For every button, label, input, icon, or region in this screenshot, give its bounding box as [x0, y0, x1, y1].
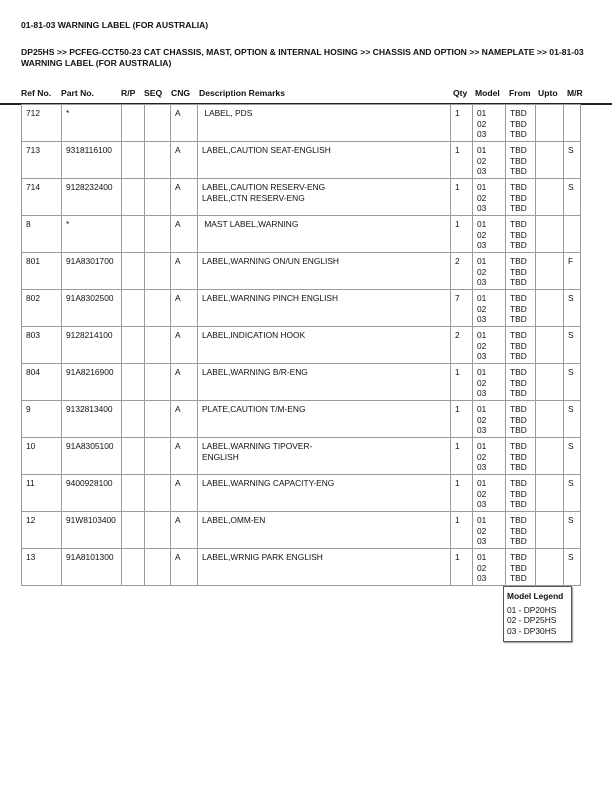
cell-part: 9128214100 — [62, 327, 122, 364]
cell-qty: 1 — [451, 549, 473, 586]
cell-qty: 1 — [451, 512, 473, 549]
cell-rp — [122, 105, 145, 142]
cell-seq — [145, 105, 171, 142]
cell-desc: LABEL,CAUTION RESERV-ENG LABEL,CTN RESERV-ENG — [198, 179, 451, 216]
cell-cng: A — [171, 290, 198, 327]
cell-rp — [122, 401, 145, 438]
cell-rp — [122, 290, 145, 327]
cell-seq — [145, 512, 171, 549]
cell-qty: 2 — [451, 253, 473, 290]
parts-table — [21, 104, 581, 586]
cell-mr: S — [564, 438, 581, 475]
cell-ref: 13 — [22, 549, 62, 586]
cell-upto — [536, 142, 564, 179]
table-row — [22, 105, 581, 142]
cell-seq — [145, 216, 171, 253]
cell-seq — [145, 179, 171, 216]
table-row — [22, 401, 581, 438]
cell-seq — [145, 253, 171, 290]
cell-cng: A — [171, 512, 198, 549]
cell-cng: A — [171, 142, 198, 179]
header-ref-no: Ref No. — [21, 88, 52, 98]
cell-upto — [536, 179, 564, 216]
cell-rp — [122, 364, 145, 401]
cell-part: 91W8103400 — [62, 512, 122, 549]
cell-part: * — [62, 105, 122, 142]
header-cng: CNG — [171, 88, 191, 98]
header-seq: SEQ — [144, 88, 163, 98]
cell-qty: 1 — [451, 438, 473, 475]
cell-mr — [564, 105, 581, 142]
table-row — [22, 290, 581, 327]
cell-qty: 1 — [451, 216, 473, 253]
table-row — [22, 549, 581, 586]
cell-from: TBD TBD TBD — [506, 253, 536, 290]
cell-cng: A — [171, 105, 198, 142]
cell-seq — [145, 290, 171, 327]
table-row — [22, 179, 581, 216]
cell-model: 01 02 03 — [473, 142, 506, 179]
cell-desc: LABEL,CAUTION SEAT-ENGLISH — [198, 142, 451, 179]
cell-model: 01 02 03 — [473, 549, 506, 586]
cell-qty: 1 — [451, 475, 473, 512]
cell-upto — [536, 401, 564, 438]
cell-from: TBD TBD TBD — [506, 549, 536, 586]
cell-mr: S — [564, 290, 581, 327]
cell-cng: A — [171, 327, 198, 364]
legend-item: 01 - DP20HS — [507, 604, 557, 615]
cell-qty: 1 — [451, 179, 473, 216]
cell-part: 91A8302500 — [62, 290, 122, 327]
cell-cng: A — [171, 401, 198, 438]
cell-seq — [145, 142, 171, 179]
cell-cng: A — [171, 549, 198, 586]
table-row — [22, 438, 581, 475]
cell-seq — [145, 327, 171, 364]
cell-part: 91A8305100 — [62, 438, 122, 475]
cell-mr: S — [564, 142, 581, 179]
cell-from: TBD TBD TBD — [506, 512, 536, 549]
cell-part: * — [62, 216, 122, 253]
cell-part: 9128232400 — [62, 179, 122, 216]
cell-upto — [536, 512, 564, 549]
model-legend — [503, 586, 572, 642]
cell-from: TBD TBD TBD — [506, 105, 536, 142]
cell-rp — [122, 327, 145, 364]
cell-from: TBD TBD TBD — [506, 475, 536, 512]
cell-ref: 803 — [22, 327, 62, 364]
header-part-no: Part No. — [61, 88, 94, 98]
cell-part: 9318116100 — [62, 142, 122, 179]
header-rp: R/P — [121, 88, 136, 98]
cell-from: TBD TBD TBD — [506, 179, 536, 216]
table-row — [22, 327, 581, 364]
cell-mr: S — [564, 364, 581, 401]
table-header — [0, 88, 612, 103]
cell-model: 01 02 03 — [473, 105, 506, 142]
cell-mr: S — [564, 327, 581, 364]
cell-ref: 10 — [22, 438, 62, 475]
cell-rp — [122, 475, 145, 512]
cell-rp — [122, 438, 145, 475]
cell-rp — [122, 142, 145, 179]
cell-upto — [536, 475, 564, 512]
cell-desc: LABEL,WARNING PINCH ENGLISH — [198, 290, 451, 327]
table-row — [22, 475, 581, 512]
cell-rp — [122, 549, 145, 586]
cell-part: 9132813400 — [62, 401, 122, 438]
cell-model: 01 02 03 — [473, 327, 506, 364]
cell-cng: A — [171, 253, 198, 290]
cell-desc: LABEL,WARNING TIPOVER- ENGLISH — [198, 438, 451, 475]
cell-desc: LABEL,WARNING CAPACITY-ENG — [198, 475, 451, 512]
cell-mr: S — [564, 512, 581, 549]
cell-model: 01 02 03 — [473, 401, 506, 438]
cell-from: TBD TBD TBD — [506, 364, 536, 401]
cell-ref: 712 — [22, 105, 62, 142]
cell-ref: 802 — [22, 290, 62, 327]
cell-cng: A — [171, 475, 198, 512]
cell-upto — [536, 253, 564, 290]
table-row — [22, 216, 581, 253]
cell-from: TBD TBD TBD — [506, 216, 536, 253]
cell-ref: 801 — [22, 253, 62, 290]
cell-model: 01 02 03 — [473, 179, 506, 216]
cell-upto — [536, 549, 564, 586]
cell-desc: PLATE,CAUTION T/M-ENG — [198, 401, 451, 438]
cell-mr — [564, 216, 581, 253]
cell-from: TBD TBD TBD — [506, 438, 536, 475]
cell-desc: LABEL,WARNING B/R-ENG — [198, 364, 451, 401]
cell-cng: A — [171, 364, 198, 401]
table-row — [22, 142, 581, 179]
cell-cng: A — [171, 438, 198, 475]
breadcrumb: DP25HS >> PCFEG-CCT50-23 CAT CHASSIS, MAST, OPTION & INTERNAL HOSING >> CHASSIS AND OPTION >> NAMEPLATE >> 01-81-03 WARNING LABEL (FOR AUSTRALIA) — [21, 47, 584, 68]
cell-part: 91A8301700 — [62, 253, 122, 290]
cell-mr: S — [564, 401, 581, 438]
cell-cng: A — [171, 179, 198, 216]
cell-upto — [536, 216, 564, 253]
cell-model: 01 02 03 — [473, 253, 506, 290]
cell-mr: S — [564, 475, 581, 512]
cell-ref: 804 — [22, 364, 62, 401]
cell-seq — [145, 364, 171, 401]
cell-cng: A — [171, 216, 198, 253]
cell-part: 91A8101300 — [62, 549, 122, 586]
table-row — [22, 364, 581, 401]
legend-item: 02 - DP25HS — [507, 615, 557, 625]
cell-from: TBD TBD TBD — [506, 401, 536, 438]
cell-desc: LABEL,INDICATION HOOK — [198, 327, 451, 364]
cell-qty: 1 — [451, 401, 473, 438]
cell-mr: F — [564, 253, 581, 290]
header-model: Model — [475, 88, 500, 98]
legend-item: 03 - DP30HS — [507, 625, 557, 636]
cell-qty: 7 — [451, 290, 473, 327]
cell-qty: 1 — [451, 142, 473, 179]
page-title: 01-81-03 WARNING LABEL (FOR AUSTRALIA) — [21, 20, 209, 30]
cell-from: TBD TBD TBD — [506, 290, 536, 327]
cell-seq — [145, 438, 171, 475]
cell-mr: S — [564, 179, 581, 216]
cell-upto — [536, 290, 564, 327]
cell-upto — [536, 105, 564, 142]
header-upto: Upto — [538, 88, 558, 98]
header-description: Description Remarks — [199, 88, 285, 98]
cell-desc: LABEL, PDS — [198, 105, 451, 142]
cell-ref: 8 — [22, 216, 62, 253]
cell-rp — [122, 253, 145, 290]
cell-ref: 11 — [22, 475, 62, 512]
cell-model: 01 02 03 — [473, 216, 506, 253]
legend-title: Model Legend — [507, 591, 564, 601]
cell-desc: LABEL,OMM-EN — [198, 512, 451, 549]
table-row — [22, 253, 581, 290]
cell-ref: 9 — [22, 401, 62, 438]
cell-model: 01 02 03 — [473, 290, 506, 327]
cell-desc: MAST LABEL,WARNING — [198, 216, 451, 253]
cell-qty: 1 — [451, 105, 473, 142]
cell-mr: S — [564, 549, 581, 586]
table-row — [22, 512, 581, 549]
cell-part: 91A8216900 — [62, 364, 122, 401]
cell-qty: 2 — [451, 327, 473, 364]
cell-rp — [122, 179, 145, 216]
cell-upto — [536, 364, 564, 401]
cell-rp — [122, 512, 145, 549]
cell-rp — [122, 216, 145, 253]
cell-ref: 713 — [22, 142, 62, 179]
cell-desc: LABEL,WARNING ON/UN ENGLISH — [198, 253, 451, 290]
cell-ref: 12 — [22, 512, 62, 549]
header-from: From — [509, 88, 531, 98]
cell-qty: 1 — [451, 364, 473, 401]
cell-upto — [536, 438, 564, 475]
cell-from: TBD TBD TBD — [506, 327, 536, 364]
cell-seq — [145, 549, 171, 586]
cell-seq — [145, 401, 171, 438]
cell-part: 9400928100 — [62, 475, 122, 512]
header-qty: Qty — [453, 88, 468, 98]
cell-model: 01 02 03 — [473, 475, 506, 512]
cell-model: 01 02 03 — [473, 438, 506, 475]
cell-ref: 714 — [22, 179, 62, 216]
header-mr: M/R — [567, 88, 583, 98]
cell-desc: LABEL,WRNIG PARK ENGLISH — [198, 549, 451, 586]
cell-upto — [536, 327, 564, 364]
cell-from: TBD TBD TBD — [506, 142, 536, 179]
cell-seq — [145, 475, 171, 512]
cell-model: 01 02 03 — [473, 364, 506, 401]
cell-model: 01 02 03 — [473, 512, 506, 549]
